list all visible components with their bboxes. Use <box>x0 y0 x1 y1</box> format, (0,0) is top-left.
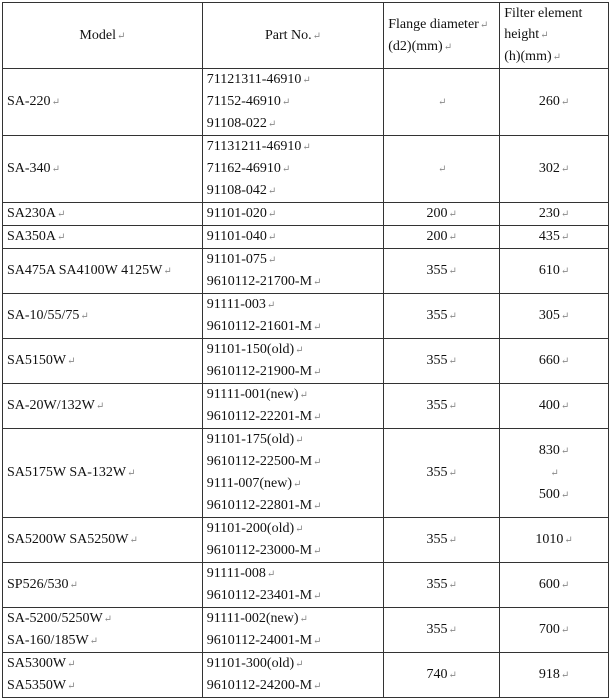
cell-line: SA5350W↵ <box>7 678 76 693</box>
cell-line: 355↵ <box>426 532 457 547</box>
part-no-cell <box>202 294 383 339</box>
paragraph-mark: ↵ <box>479 19 489 31</box>
paragraph-mark: ↵ <box>313 367 322 378</box>
cell-line: 230↵ <box>538 206 570 221</box>
paragraph-mark: ↵ <box>267 255 277 266</box>
flange-diameter-cell <box>384 608 500 653</box>
paragraph-mark: ↵ <box>448 311 457 322</box>
flange-diameter-cell <box>384 384 500 429</box>
cell-line: 400↵ <box>538 398 570 413</box>
filter-height-cell <box>500 203 609 226</box>
table-row <box>3 249 609 294</box>
paragraph-mark: ↵ <box>560 580 570 591</box>
paragraph-mark: ↵ <box>281 164 291 175</box>
paragraph-mark: ↵ <box>560 232 570 243</box>
cell-line: 71152-46910↵ <box>206 94 291 109</box>
filter-height-cell <box>500 429 609 518</box>
header-flange-diameter <box>384 3 500 69</box>
cell-line: 610↵ <box>538 263 570 278</box>
paragraph-mark: ↵ <box>560 670 570 681</box>
paragraph-mark: ↵ <box>448 401 457 412</box>
cell-line: SA5300W↵ <box>7 656 76 671</box>
cell-line: 9610112-23000-M↵ <box>206 543 322 558</box>
paragraph-mark: ↵ <box>313 546 322 557</box>
paragraph-mark: ↵ <box>443 41 453 53</box>
paragraph-mark: ↵ <box>560 490 570 501</box>
filter-height-cell <box>500 653 609 698</box>
paragraph-mark: ↵ <box>281 97 291 108</box>
cell-line: SA5200W SA5250W↵ <box>7 532 138 547</box>
cell-line: 355↵ <box>426 353 457 368</box>
paragraph-mark: ↵ <box>313 457 322 468</box>
cell-line: SA5150W↵ <box>7 353 76 368</box>
cell-line: 9610112-23401-M↵ <box>206 588 322 603</box>
cell-line <box>388 158 495 180</box>
cell-line: 305↵ <box>538 308 570 323</box>
cell-line: 600↵ <box>538 577 570 592</box>
model-cell <box>3 203 203 226</box>
paragraph-mark: ↵ <box>448 670 457 681</box>
table-row <box>3 226 609 249</box>
cell-line: 91108-042↵ <box>206 183 277 198</box>
cell-line: 500↵ <box>538 487 570 502</box>
paragraph-mark: ↵ <box>67 659 76 670</box>
header-row <box>3 3 609 69</box>
paragraph-mark: ↵ <box>267 186 277 197</box>
paragraph-mark: ↵ <box>560 311 570 322</box>
cell-line: SA-220↵ <box>7 94 60 109</box>
paragraph-mark: ↵ <box>313 636 322 647</box>
paragraph-mark: ↵ <box>129 535 138 546</box>
cell-line: SA5175W SA-132W↵ <box>7 465 136 480</box>
paragraph-mark: ↵ <box>560 625 570 636</box>
model-cell <box>3 563 203 608</box>
model-cell <box>3 608 203 653</box>
cell-line: 9610112-22201-M↵ <box>206 409 322 424</box>
filter-height-cell <box>500 518 609 563</box>
paragraph-mark: ↵ <box>57 232 66 243</box>
paragraph-mark: ↵ <box>67 681 76 692</box>
cell-line: SA-340↵ <box>7 161 60 176</box>
paragraph-mark: ↵ <box>448 266 457 277</box>
filter-height-cell <box>500 608 609 653</box>
cell-line: 9610112-22801-M↵ <box>206 498 322 513</box>
table-body <box>3 69 609 698</box>
flange-diameter-cell <box>384 518 500 563</box>
paragraph-mark: ↵ <box>267 232 277 243</box>
paragraph-mark: ↵ <box>313 322 322 333</box>
paragraph-mark: ↵ <box>560 356 570 367</box>
table-row <box>3 69 609 136</box>
flange-diameter-cell <box>384 69 500 136</box>
paragraph-mark: ↵ <box>293 479 302 490</box>
cell-line: 918↵ <box>538 667 570 682</box>
cell-line: 355↵ <box>426 577 457 592</box>
cell-line: 91111-002(new)↵ <box>206 611 308 626</box>
flange-diameter-cell <box>384 203 500 226</box>
cell-line: 91108-022↵ <box>206 116 277 131</box>
part-no-cell <box>202 563 383 608</box>
cell-line: 71131211-46910↵ <box>206 139 311 154</box>
model-cell <box>3 226 203 249</box>
header-line: Flange diameter↵ <box>388 16 489 32</box>
model-cell <box>3 249 203 294</box>
cell-line: 91101-020↵ <box>206 206 277 221</box>
cell-line: 200↵ <box>426 229 457 244</box>
paragraph-mark: ↵ <box>448 232 457 243</box>
flange-diameter-cell <box>384 339 500 384</box>
paragraph-mark: ↵ <box>560 401 570 412</box>
cell-line: 740↵ <box>426 667 457 682</box>
paragraph-mark: ↵ <box>560 266 570 277</box>
paragraph-mark: ↵ <box>448 625 457 636</box>
cell-line: 1010↵ <box>535 532 573 547</box>
paragraph-mark: ↵ <box>313 501 322 512</box>
paragraph-mark: ↵ <box>540 30 549 41</box>
part-no-cell <box>202 69 383 136</box>
cell-line: 355↵ <box>426 308 457 323</box>
filter-height-cell <box>500 563 609 608</box>
header-line: height↵ <box>504 27 549 42</box>
cell-line: 355↵ <box>426 465 457 480</box>
paragraph-mark: ↵ <box>295 659 304 670</box>
paragraph-mark: ↵ <box>560 446 570 457</box>
model-cell <box>3 69 203 136</box>
cell-line: 660↵ <box>538 353 570 368</box>
paragraph-mark: ↵ <box>313 591 322 602</box>
paragraph-mark: ↵ <box>51 97 60 108</box>
cell-line: 9610112-21900-M↵ <box>206 364 322 379</box>
paragraph-mark: ↵ <box>552 52 562 63</box>
header-line: Filter element <box>504 6 583 21</box>
cell-line: 91101-040↵ <box>206 229 277 244</box>
paragraph-mark: ↵ <box>302 142 311 153</box>
cell-line: 91101-075↵ <box>206 252 277 267</box>
filter-height-cell <box>500 339 609 384</box>
cell-line: 9111-007(new)↵ <box>206 476 302 491</box>
model-cell <box>3 653 203 698</box>
paragraph-mark: ↵ <box>69 580 78 591</box>
cell-line: SA475A SA4100W 4125W↵ <box>7 263 172 278</box>
cell-line: 9610112-24001-M↵ <box>206 633 322 648</box>
cell-line: 200↵ <box>426 206 457 221</box>
paragraph-mark: ↵ <box>448 468 457 479</box>
cell-line: 302↵ <box>538 161 570 176</box>
header-model: Model↵ <box>3 3 203 69</box>
header-filter-height <box>500 3 609 69</box>
cell-line <box>388 91 495 113</box>
cell-line: SA230A↵ <box>7 206 66 221</box>
model-cell <box>3 339 203 384</box>
flange-diameter-cell <box>384 429 500 518</box>
paragraph-mark: ↵ <box>299 614 308 625</box>
part-no-cell <box>202 226 383 249</box>
paragraph-mark: ↵ <box>550 468 559 479</box>
cell-line: 355↵ <box>426 263 457 278</box>
part-no-cell <box>202 203 383 226</box>
model-cell <box>3 518 203 563</box>
flange-diameter-cell <box>384 563 500 608</box>
table-row <box>3 203 609 226</box>
part-no-cell <box>202 429 383 518</box>
flange-diameter-cell <box>384 294 500 339</box>
cell-line: SA-10/55/75↵ <box>7 308 89 323</box>
cell-line: SA-5200/5250W↵ <box>7 611 113 626</box>
table-row <box>3 384 609 429</box>
cell-line: 435↵ <box>538 229 570 244</box>
paragraph-mark: ↵ <box>95 401 105 412</box>
cell-line: SA350A↵ <box>7 229 66 244</box>
cell-line: 9610112-21700-M↵ <box>206 274 322 289</box>
table-row <box>3 608 609 653</box>
paragraph-mark: ↵ <box>51 164 60 175</box>
part-no-cell <box>202 608 383 653</box>
paragraph-mark: ↵ <box>313 277 322 288</box>
cell-line: 91111-003↵ <box>206 297 276 312</box>
paragraph-mark: ↵ <box>295 524 304 535</box>
filter-height-cell <box>500 226 609 249</box>
part-no-cell <box>202 518 383 563</box>
part-no-cell <box>202 384 383 429</box>
cell-line: 9610112-22500-M↵ <box>206 454 322 469</box>
filter-spec-table <box>2 2 609 698</box>
paragraph-mark: ↵ <box>313 681 322 692</box>
paragraph-mark: ↵ <box>116 30 126 42</box>
filter-height-cell <box>500 69 609 136</box>
cell-line: 355↵ <box>426 398 457 413</box>
table-row <box>3 294 609 339</box>
cell-line: SA-160/185W↵ <box>7 633 99 648</box>
header-part-no: Part No.↵ <box>202 3 383 69</box>
header-line: (h)(mm)↵ <box>504 49 562 64</box>
filter-height-cell <box>500 294 609 339</box>
cell-line: SA-20W/132W↵ <box>7 398 105 413</box>
filter-height-cell <box>500 249 609 294</box>
paragraph-mark: ↵ <box>163 266 172 277</box>
cell-line: 91111-008↵ <box>206 566 276 581</box>
paragraph-mark: ↵ <box>448 580 457 591</box>
paragraph-mark: ↵ <box>267 209 277 220</box>
paragraph-mark: ↵ <box>448 535 457 546</box>
paragraph-mark: ↵ <box>564 535 573 546</box>
cell-line <box>504 462 604 484</box>
model-cell <box>3 294 203 339</box>
paragraph-mark: ↵ <box>266 300 276 311</box>
paragraph-mark: ↵ <box>266 569 276 580</box>
table-row <box>3 339 609 384</box>
flange-diameter-cell <box>384 653 500 698</box>
paragraph-mark: ↵ <box>560 164 570 175</box>
filter-height-cell <box>500 384 609 429</box>
part-no-cell <box>202 249 383 294</box>
table-row <box>3 518 609 563</box>
cell-line: 260↵ <box>538 94 570 109</box>
paragraph-mark: ↵ <box>313 412 322 423</box>
model-cell <box>3 136 203 203</box>
filter-height-cell <box>500 136 609 203</box>
cell-line: 71162-46910↵ <box>206 161 291 176</box>
table-row <box>3 563 609 608</box>
paragraph-mark: ↵ <box>312 30 322 42</box>
paragraph-mark: ↵ <box>127 468 136 479</box>
paragraph-mark: ↵ <box>80 311 89 322</box>
paragraph-mark: ↵ <box>438 97 447 108</box>
paragraph-mark: ↵ <box>267 119 277 130</box>
model-cell <box>3 384 203 429</box>
table-row <box>3 653 609 698</box>
flange-diameter-cell <box>384 226 500 249</box>
cell-line: 91101-150(old)↵ <box>206 342 304 357</box>
paragraph-mark: ↵ <box>560 209 570 220</box>
part-no-cell <box>202 136 383 203</box>
table-row <box>3 136 609 203</box>
part-no-cell <box>202 653 383 698</box>
paragraph-mark: ↵ <box>448 356 457 367</box>
paragraph-mark: ↵ <box>438 164 447 175</box>
paragraph-mark: ↵ <box>57 209 66 220</box>
cell-line: 830↵ <box>538 443 570 458</box>
cell-line: 71121311-46910↵ <box>206 72 311 87</box>
cell-line: 700↵ <box>538 622 570 637</box>
paragraph-mark: ↵ <box>448 209 457 220</box>
cell-line: SP526/530↵ <box>7 577 78 592</box>
table-row <box>3 429 609 518</box>
paragraph-mark: ↵ <box>560 97 570 108</box>
flange-diameter-cell <box>384 136 500 203</box>
cell-line: 9610112-24200-M↵ <box>206 678 322 693</box>
paragraph-mark: ↵ <box>295 435 304 446</box>
paragraph-mark: ↵ <box>295 345 304 356</box>
cell-line: 91101-300(old)↵ <box>206 656 304 671</box>
model-cell <box>3 429 203 518</box>
paragraph-mark: ↵ <box>67 356 76 367</box>
cell-line: 9610112-21601-M↵ <box>206 319 322 334</box>
paragraph-mark: ↵ <box>299 390 308 401</box>
paragraph-mark: ↵ <box>103 614 113 625</box>
paragraph-mark: ↵ <box>302 75 311 86</box>
cell-line: 91101-175(old)↵ <box>206 432 304 447</box>
part-no-cell <box>202 339 383 384</box>
cell-line: 91101-200(old)↵ <box>206 521 304 536</box>
header-line: (d2)(mm)↵ <box>388 38 453 54</box>
paragraph-mark: ↵ <box>89 636 99 647</box>
flange-diameter-cell <box>384 249 500 294</box>
cell-line: 355↵ <box>426 622 457 637</box>
table-header <box>3 3 609 69</box>
cell-line: 91111-001(new)↵ <box>206 387 308 402</box>
